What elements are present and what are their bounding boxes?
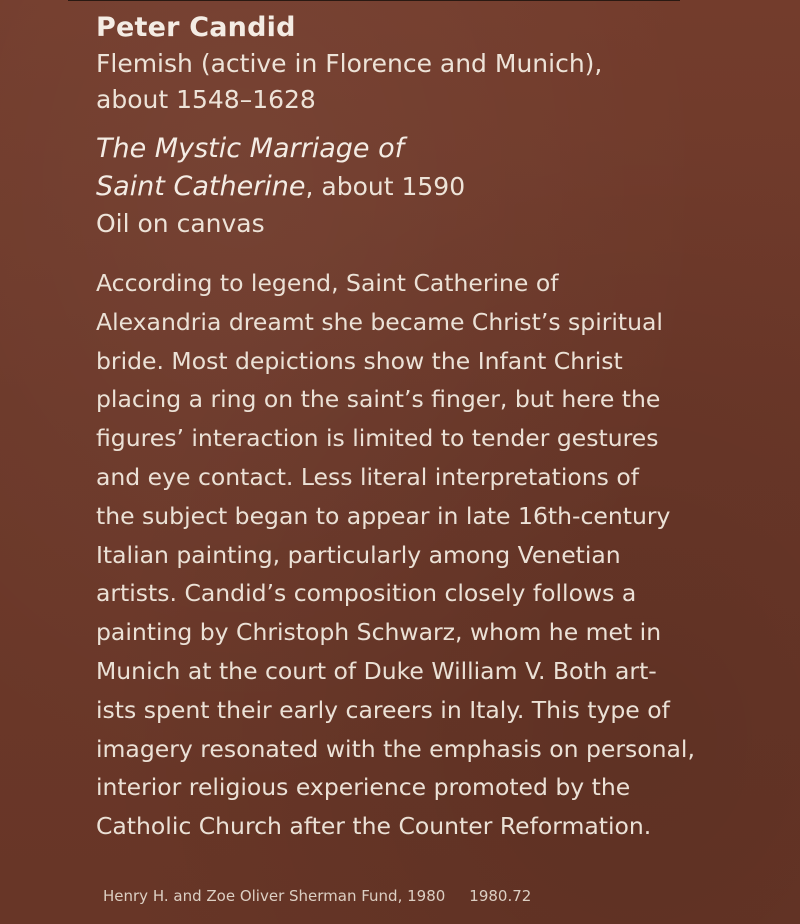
artist-dates: about 1548–1628 <box>96 85 316 114</box>
artist-nationality: Flemish (active in Florence and Munich), <box>96 49 603 78</box>
description-line: artists. Candid’s composition closely follows a <box>96 579 637 608</box>
description-line: placing a ring on the saint’s finger, but here the <box>96 385 661 414</box>
description-line: Catholic Church after the Counter Reformation. <box>96 812 652 841</box>
artwork-date: , about 1590 <box>305 172 466 201</box>
description-line: Italian painting, particularly among Venetian <box>96 540 621 569</box>
description-line: and eye contact. Less literal interpretations of <box>96 462 640 491</box>
artwork-title-part-1: The Mystic Marriage of <box>96 133 405 164</box>
artist-name: Peter Candid <box>96 12 296 43</box>
artwork-title-line-1 <box>96 130 696 168</box>
description-line: Munich at the court of Duke William V. Both art- <box>96 656 657 685</box>
artwork-title-line-2 <box>96 168 696 206</box>
credit-line <box>103 886 531 906</box>
description-line: bride. Most depictions show the Infant Christ <box>96 346 623 375</box>
description-line: imagery resonated with the emphasis on personal, <box>96 734 695 763</box>
description-line: Alexandria dreamt she became Christ’s spiritual <box>96 307 663 336</box>
description-line: the subject began to appear in late 16th-century <box>96 501 671 530</box>
description-line: ists spent their early careers in Italy. This type of <box>96 695 670 724</box>
accession-number: 1980.72 <box>469 887 532 905</box>
artwork-medium: Oil on canvas <box>96 209 265 238</box>
artwork-description <box>96 264 695 846</box>
label-top-edge <box>68 0 680 1</box>
artwork-title-part-2: Saint Catherine <box>96 171 306 202</box>
description-line: painting by Christoph Schwarz, whom he met in <box>96 618 662 647</box>
credit-fund: Henry H. and Zoe Oliver Sherman Fund, 1980 <box>103 887 446 905</box>
artwork-title-block <box>96 130 696 206</box>
description-line: figures’ interaction is limited to tender gestures <box>96 424 659 453</box>
description-line: interior religious experience promoted by the <box>96 773 631 802</box>
description-line: According to legend, Saint Catherine of <box>96 269 559 297</box>
museum-wall-label <box>96 10 696 846</box>
